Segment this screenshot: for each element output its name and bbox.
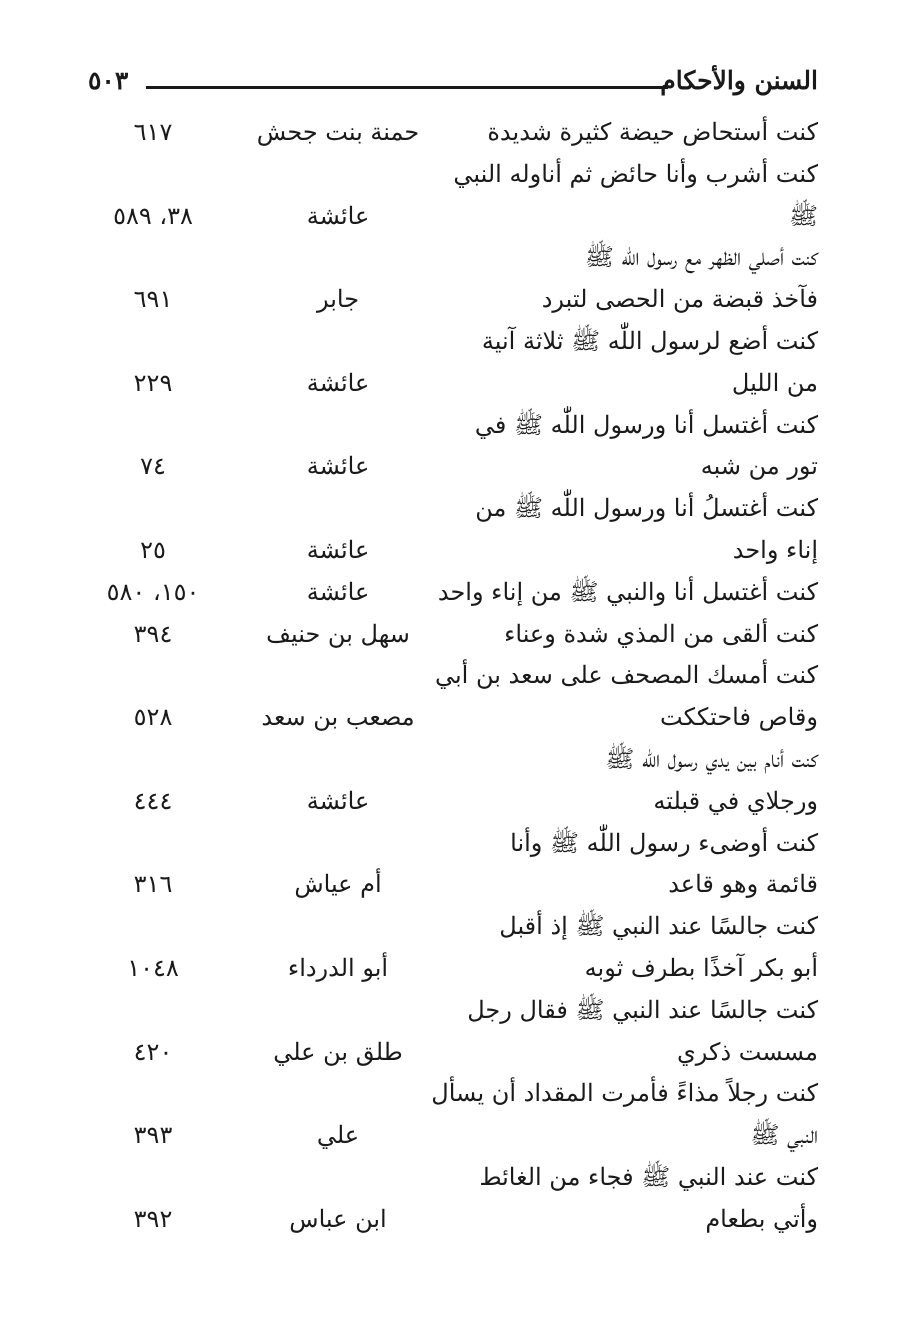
page-references: ٢٥ [140,535,166,564]
index-entry [88,614,818,656]
page-references: ١٥٠، ٥٨٠ [106,577,200,606]
narrator: حمنة بنت جحش [256,118,420,146]
hadith-text [438,154,818,238]
page-references: ٢٢٩ [133,368,173,397]
narrator: جابر [316,285,360,314]
hadith-text-line: كنت جالسًا عند النبي ﷺ إذ أقبل [499,912,818,941]
narrator: عائشة [306,452,370,481]
narrator: عائشة [306,201,370,230]
index-entry [88,488,818,572]
chapter-title: السنن والأحكام [660,66,818,95]
hadith-text-line: ﷺ [789,201,818,230]
index-entry [88,990,818,1074]
hadith-text-line: وأتي بطعام [705,1204,818,1233]
hadith-text-line: من الليل [731,368,818,397]
page-references: ٣٨، ٥٨٩ [113,201,193,230]
hadith-text-line: كنت أضع لرسول اللّٰه ﷺ ثلاثة آنية [481,326,818,355]
hadith-text-line: وقاص فاحتككت [660,703,818,732]
hadith-text [438,572,818,614]
narrator: علي [316,1121,360,1150]
hadith-text [438,488,818,572]
hadith-text [438,823,818,907]
hadith-text-line: كنت أمسك المصحف على سعد بن أبي [434,661,818,690]
hadith-text-line: كنت أستحاض حيضة كثيرة شديدة [487,118,818,146]
page-number: ٥٠٣ [88,66,129,95]
narrator: ابن عباس [289,1204,387,1233]
page-references: ٣١٦ [133,870,173,899]
page-references: ٧٤ [140,452,166,481]
hadith-text-line: النبي ﷺ [750,1121,818,1150]
hadith-text-line: كنت أنام بين يدي رسول اللّٰه ﷺ [605,744,818,773]
hadith-text-line: إناء واحد [732,535,818,564]
hadith-text-line: كنت أشرب وأنا حائض ثم أناوله النبي [453,159,818,188]
index-entry [88,906,818,990]
index-entry [88,1157,818,1241]
hadith-text-line: كنت عند النبي ﷺ فجاء من الغائط [479,1162,818,1191]
page-references: ٤٢٠ [133,1037,173,1066]
hadith-text [438,990,818,1074]
index-entry [88,655,818,739]
hadith-text-line: تور من شبه [700,452,818,481]
hadith-text-line: أبو بكر آخذًا بطرف ثوبه [584,953,818,982]
hadith-text-line: كنت ألقى من المذي شدة وعناء [504,619,818,648]
hadith-text [438,739,818,823]
hadith-text [438,906,818,990]
page-references: ١٠٤٨ [127,953,179,982]
hadith-text [438,321,818,405]
page-references: ٥٢٨ [133,703,173,732]
hadith-text [438,405,818,489]
hadith-text [438,237,818,321]
hadith-text-line: كنت جالسًا عند النبي ﷺ فقال رجل [467,995,818,1024]
narrator: أبو الدرداء [287,953,389,982]
index-entry [88,739,818,823]
hadith-text [431,1073,818,1157]
hadith-text [438,112,818,154]
narrator: عائشة [306,535,370,564]
page-references: ٣٩٢ [133,1204,173,1233]
narrator: سهل بن حنيف [266,619,410,648]
narrator: عائشة [306,368,370,397]
index-entry [88,154,818,238]
page-references: ٣٩٣ [133,1121,173,1150]
hadith-text-line: ورجلاي في قبلته [653,786,818,815]
hadith-text [438,1157,818,1241]
narrator: أم عياش [294,870,382,899]
hadith-text-line: قائمة وهو قاعد [668,870,818,899]
index-entry [88,823,818,907]
hadith-text-line: كنت أغتسل أنا ورسول اللّٰه ﷺ في [474,410,818,439]
hadith-text-line: مسست ذكري [676,1037,818,1066]
index-entry [88,405,818,489]
hadith-text [438,614,818,656]
page-references: ٦١٧ [133,118,173,146]
hadith-text-line: كنت أوضىء رسول اللّٰه ﷺ وأنا [510,828,818,857]
hadith-text-line: كنت أغتسل أنا والنبي ﷺ من إناء واحد [437,577,818,606]
index-entry [88,572,818,614]
index-entry [88,112,818,154]
hadith-text-line: فآخذ قبضة من الحصى لتبرد [541,285,818,314]
page-references: ٤٤٤ [133,786,173,815]
narrator: عائشة [306,577,370,606]
page-references: ٣٩٤ [133,619,173,648]
index-entry [88,237,818,321]
hadith-text-line: كنت أصلي الظهر مع رسول اللّٰه ﷺ [584,243,818,272]
hadith-text-line: كنت رجلاً مذاءً فأمرت المقداد أن يسأل [431,1079,818,1108]
hadith-text-line: كنت أغتسلُ أنا ورسول اللّٰه ﷺ من [475,494,818,523]
narrator: عائشة [306,786,370,815]
index-entry [88,1073,818,1157]
narrator: طلق بن علي [273,1037,403,1066]
page-references: ٦٩١ [133,285,173,314]
hadith-text [434,655,818,739]
index-entry [88,321,818,405]
narrator: مصعب بن سعد [261,703,415,732]
hadith-index [88,112,818,1241]
running-header [88,66,818,110]
header-rule [146,86,668,89]
